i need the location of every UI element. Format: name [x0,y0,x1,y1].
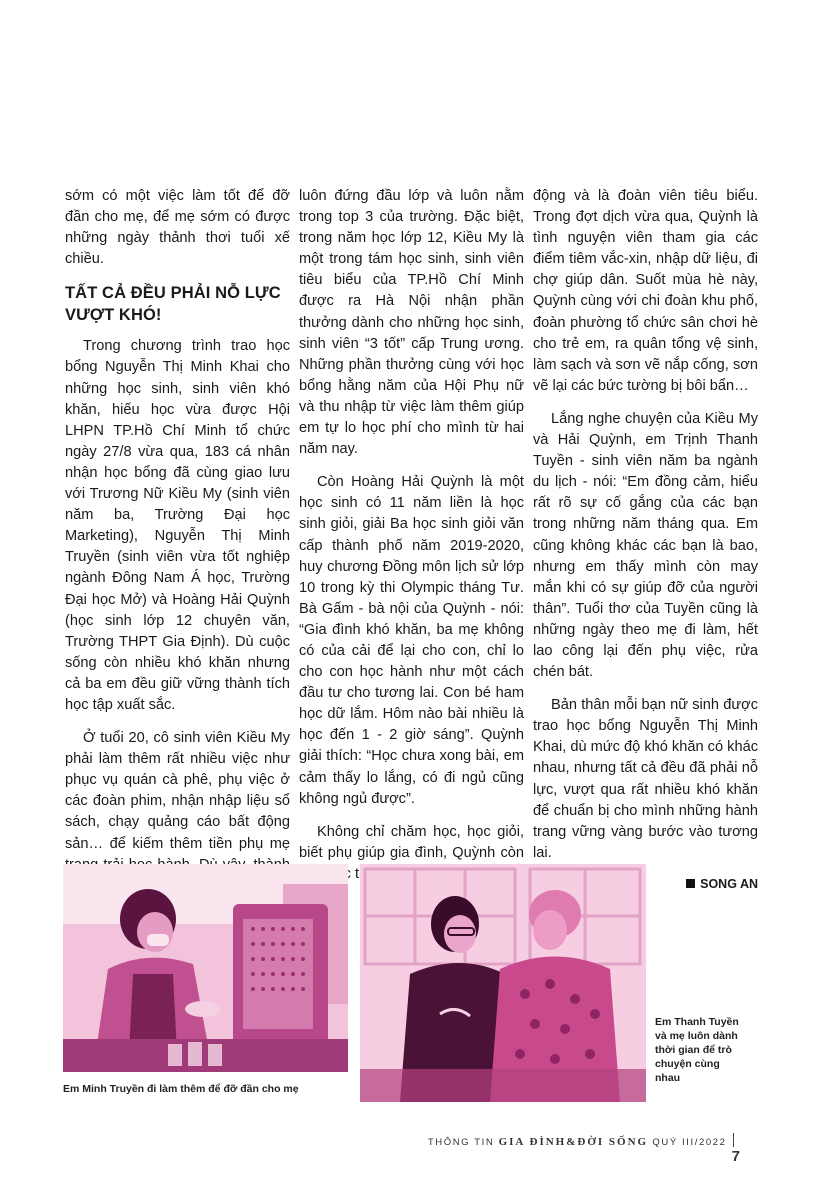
article-paragraph: Trong chương trình trao học bổng Nguyễn Thị Minh Khai cho những học sinh, sinh viên khó khăn, hiếu học vừa được Hội LHPN TP.Hồ Chí Minh tổ chức ngày 27/8 vừa qua, 183 cá nhân nhận học bổng đã cùng giao lưu với Trương Nữ Kiều My (sinh viên năm ba, Trường Đại học Marketing), Nguyễn Thị Minh Truyền (sinh viên vừa tốt nghiệp ngành Đông Nam Á học, Trường Đại học Mở) và Hoàng Hải Quỳnh (học sinh lớp 12 chuyên văn, Trường THPT Gia Định). Dù cuộc sống còn nhiều khó khăn nhưng cả ba em đều giữ vững thành tích học tập xuất sắc. [65,338,290,713]
photo-caption: Em Thanh Tuyền và mẹ luôn dành thời gian để trò chuyện cùng nhau [655,1016,739,1084]
article-paragraph: sớm có một việc làm tốt để đỡ đần cho mẹ, để mẹ sớm có được những ngày thảnh thơi tuổi xế chiều. [65,188,290,268]
author-name: SONG AN [700,876,758,891]
photo-minh-truyen [63,864,348,1072]
photo-thanh-tuyen [360,864,646,1102]
article-column-2 [299,186,524,897]
article-column-3 [533,186,758,895]
footer-amp: & [566,1136,578,1148]
article-paragraph: Bản thân mỗi bạn nữ sinh được trao học bổng Nguyễn Thị Minh Khai, dù mức độ khó khăn có khác nhau, nhưng tất cả đều đã phải nỗ lực, vượt qua rất nhiều khó khăn để chuẩn bị cho mình những hành trang vững vàng bước vào tương lai. [533,697,758,861]
photo-illustration [63,864,348,1072]
footer-issue: QUÝ III/2022 [652,1137,727,1148]
article-paragraph: luôn đứng đầu lớp và luôn nằm trong top 3 của trường. Đặc biệt, trong năm học lớp 12, Kiều My là một trong tám học sinh, sinh viên tiêu biểu của TP.Hồ Chí Minh được ra Hà Nội nhận phần thưởng dành cho những học sinh, sinh viên “3 tốt” cấp Trung ương. Những phần thưởng cùng với học bổng hằng năm của Hội Phụ nữ và thu nhập từ việc làm thêm giúp em tự lo học phí cho mình từ hai năm nay. [299,188,524,458]
footer-prefix: THÔNG TIN [427,1137,495,1148]
article-paragraph: Không chỉ chăm học, học giỏi, biết phụ giúp gia đình, Quỳnh còn [299,823,524,861]
footer-brand-2: ĐỜI SỐNG [577,1136,649,1148]
byline-square-icon [686,879,695,888]
section-heading: TẤT CẢ ĐỀU PHẢI NỖ LỰC VƯỢT KHÓ! [65,284,281,325]
footer-brand-1: GIA ĐÌNH [498,1136,567,1148]
page-number: 7 [731,1148,740,1165]
photo-caption: Em Minh Truyền đi làm thêm để đỡ đần cho mẹ [63,1083,299,1095]
photo-illustration [360,864,646,1102]
article-paragraph: Còn Hoàng Hải Quỳnh là một học sinh có 11 năm liền là học sinh giỏi, giải Ba học sinh giỏi văn cấp thành phố năm 2019-2020, huy chương Đồng môn lịch sử lớp 10 trong kỳ thi Olympic tháng Tư. Bà Gấm - bà nội của Quỳnh - nói: “Gia đình khó khăn, ba mẹ không có của cải để lại cho con, chỉ lo cho con học hành như một cách đầu tư cho tương lai. Con bé ham học dữ lắm. Hôm nào bài nhiều là học đến 1 - 2 giờ sáng”. Quỳnh giải thích: “Học chưa xong bài, em cảm thấy lo lắng, có đi ngủ cũng không ngủ được”. [299,474,524,807]
article-paragraph: Ở tuổi 20, cô sinh viên Kiều My phải làm thêm rất nhiều việc như phục vụ quán cà phê, phụ việc ở các đoàn phim, nhận nhập liệu sổ sách, chạy quảng cáo bất động sản… để kiếm thêm tiền phụ mẹ [65,730,290,852]
page-footer [420,1133,740,1165]
footer-divider [733,1133,735,1147]
article-paragraph: động và là đoàn viên tiêu biểu. Trong đợt dịch vừa qua, Quỳnh là tình nguyện viên tham gia các điểm tiêm vắc-xin, nhập dữ liệu, đi chợ giúp dân. Suốt mùa hè này, Quỳnh cùng với chi đoàn khu phố, đoàn phường tổ chức sân chơi hè cho trẻ em, ra quân tổng vệ sinh, làm sạch và sơn vẽ nắp cống, sơn vẽ lại các bức tường bị bôi bẩn… [533,188,758,394]
article-paragraph: Lắng nghe chuyện của Kiều My và Hải Quỳnh, em Trịnh Thanh Tuyền - sinh viên năm ba ngành du lịch - nói: “Em đồng cảm, hiểu rất rõ sự cố gắng của các bạn trong những năm tháng qua. Em cũng không khác các bạn là bao, nhưng em thấy mình còn may mắn khi có sự giúp đỡ của người thân”. Tuổi thơ của Tuyền cũng là những ngày theo mẹ đi làm, hết lao công lại đến phụ việc, rửa chén bát. [533,410,758,681]
article-column-1 [65,186,290,930]
